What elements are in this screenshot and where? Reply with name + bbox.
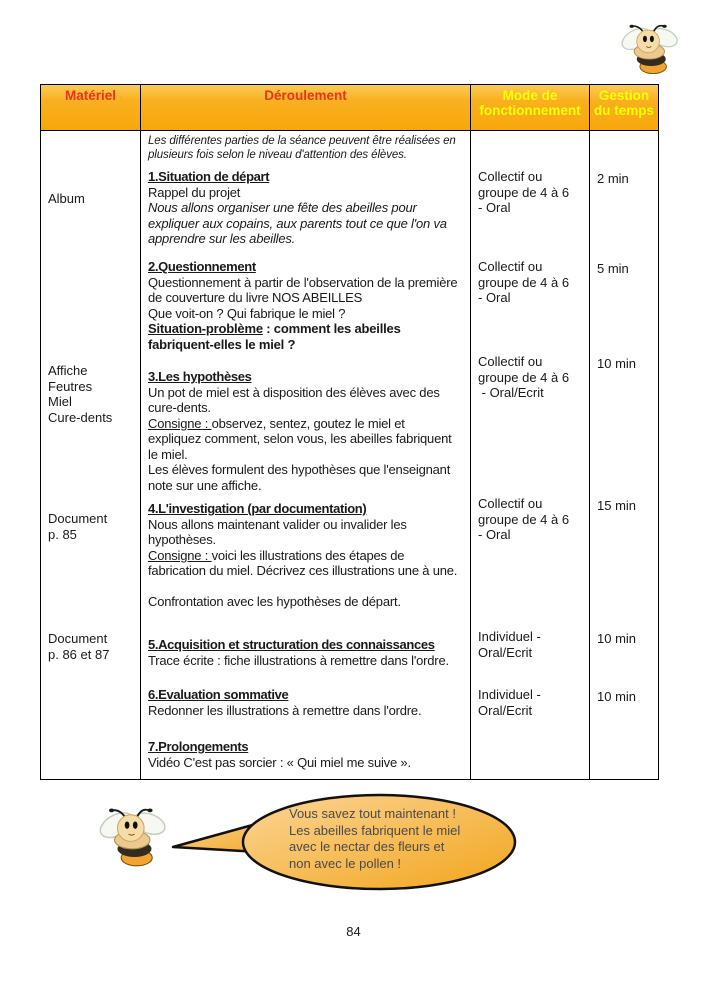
mode-entry (478, 629, 541, 660)
text-segment: Consigne : (148, 415, 212, 431)
time-entry: 15 min (597, 498, 637, 513)
section-paragraph (148, 653, 458, 669)
material-item (48, 511, 107, 542)
speech-bubble-text (289, 806, 514, 872)
text-segment: Nous allons organiser une fête des abeilles pour expliquer aux copains, aux parents tout ce que l'on va apprendre sur les abeilles. (148, 200, 447, 246)
text-line: Vous savez tout maintenant ! (289, 806, 456, 821)
mode-entry (478, 259, 569, 306)
text-segment: Nous allons maintenant valider ou invalider les hypothèses. (148, 516, 407, 547)
section-heading: 2.Questionnement (148, 259, 256, 274)
text-line: - Oral/Ecrit (478, 385, 544, 400)
text-line: Oral/Ecrit (478, 702, 533, 718)
section-paragraph (148, 462, 458, 493)
text-line: groupe de 4 à 6 (478, 511, 570, 527)
section-paragraph (148, 200, 458, 247)
mode-entry (478, 496, 569, 543)
section-paragraph (148, 185, 458, 201)
lesson-plan-table (40, 84, 659, 780)
text-line: Document (48, 511, 108, 526)
section-heading: 5.Acquisition et structuration des connaissances (148, 637, 435, 652)
text-line: groupe de 4 à 6 (478, 369, 570, 385)
text-line: groupe de 4 à 6 (478, 274, 570, 290)
section-paragraph (148, 306, 458, 322)
text-line: Document (48, 631, 108, 646)
text-line: - Oral (478, 200, 511, 215)
deroulement-column (141, 131, 471, 779)
text-segment: Questionnement à partir de l'observation de la première de couverture du livre NOS ABEILLES (148, 274, 458, 305)
section-heading: 4.L'investigation (par documentation) (148, 501, 367, 516)
mode-entry (478, 354, 569, 401)
text-segment: Redonner les illustrations à remettre dans l'ordre. (148, 702, 422, 718)
text-line: Feutres (48, 378, 93, 394)
header-deroulement: Déroulement (141, 85, 471, 130)
time-entry: 10 min (597, 689, 637, 704)
page-number: 84 (346, 924, 361, 939)
section-paragraph (148, 703, 458, 719)
text-line: Individuel - (478, 687, 541, 702)
time-entry: 10 min (597, 631, 637, 646)
text-segment: voici les illustrations des étapes de fabrication du miel. Décrivez ces illustrations une à une. (148, 547, 458, 578)
material-item (48, 191, 85, 207)
section-heading: 7.Prolongements (148, 739, 249, 754)
text-segment: Rappel du projet (148, 184, 241, 200)
text-line: Miel (48, 394, 72, 409)
time-entry: 2 min (597, 171, 629, 186)
text-line: Oral/Ecrit (478, 644, 533, 660)
bee-icon (96, 803, 170, 871)
section-paragraph (148, 275, 458, 306)
text-line: Cure-dents (48, 409, 113, 425)
table-header-row (41, 85, 658, 131)
text-segment: Les élèves formulent des hypothèses que l'enseignant note sur une affiche. (148, 462, 451, 493)
session-note: Les différentes parties de la séance peuvent être réalisées en plusieurs fois selon le niveau d'attention des élèves. (148, 135, 456, 161)
section-heading: 1.Situation de départ (148, 169, 270, 184)
section-heading: 3.Les hypothèses (148, 369, 252, 384)
text-segment: Un pot de miel est à disposition des élèves avec des cure-dents. (148, 384, 440, 415)
material-item (48, 363, 112, 425)
time-entry: 5 min (597, 261, 629, 276)
text-segment: observez, sentez, goutez le miel et expliquez comment, selon vous, les abeilles fabriquent le miel. (148, 415, 452, 462)
section-paragraph (148, 416, 458, 463)
section-4 (148, 501, 458, 610)
text-line: - Oral (478, 527, 511, 542)
text-segment: Consigne : (148, 547, 212, 563)
section-5 (148, 637, 458, 668)
section-paragraph (148, 517, 458, 548)
section-paragraph (148, 548, 458, 579)
text-line: Les abeilles fabriquent le miel (289, 822, 461, 838)
section-heading: 6.Evaluation sommative (148, 687, 289, 702)
section-paragraph (148, 579, 458, 595)
header-materiel: Matériel (41, 85, 141, 130)
text-line: Individuel - (478, 629, 541, 644)
header-mode-fonctionnement: Mode de fonctionnement (471, 85, 590, 130)
header-gestion-temps: Gestion du temps (593, 88, 654, 118)
text-line: p. 86 et 87 (48, 646, 110, 662)
text-segment: Trace écrite : fiche illustrations à remettre dans l'ordre. (148, 652, 449, 668)
text-line: avec le nectar des fleurs et (289, 839, 445, 854)
text-line: non avec le pollen ! (289, 855, 402, 871)
table-body-row (41, 131, 658, 779)
section-7 (148, 739, 458, 770)
text-line: p. 85 (48, 526, 77, 542)
time-entry: 10 min (597, 356, 637, 371)
section-paragraph (148, 385, 458, 416)
section-1 (148, 169, 458, 247)
text-line: Collectif ou (478, 259, 543, 274)
section-2 (148, 259, 458, 352)
mode-column (471, 131, 590, 779)
section-3 (148, 369, 458, 493)
text-line: Album (48, 191, 85, 206)
text-segment: Situation-problème (148, 321, 263, 336)
text-line: Collectif ou (478, 169, 543, 184)
text-line: Collectif ou (478, 354, 543, 369)
section-paragraph (148, 594, 458, 610)
text-line: Affiche (48, 363, 88, 378)
mode-entry (478, 687, 541, 718)
text-line: Collectif ou (478, 496, 543, 511)
section-paragraph (148, 321, 458, 352)
material-item (48, 631, 109, 662)
bee-icon (616, 20, 684, 78)
text-line: - Oral (478, 290, 511, 305)
text-segment: : comment les abeilles fabriquent-elles le miel ? (148, 321, 401, 352)
text-line: groupe de 4 à 6 (478, 184, 570, 200)
temps-column (590, 131, 658, 779)
materiel-column (41, 131, 141, 779)
mode-entry (478, 169, 569, 216)
section-6 (148, 687, 458, 718)
text-segment: Que voit-on ? Qui fabrique le miel ? (148, 305, 346, 321)
text-segment: Vidéo C'est pas sorcier : « Qui miel me suive ». (148, 754, 411, 770)
section-paragraph (148, 755, 458, 771)
text-segment: Confrontation avec les hypothèses de départ. (148, 594, 401, 609)
